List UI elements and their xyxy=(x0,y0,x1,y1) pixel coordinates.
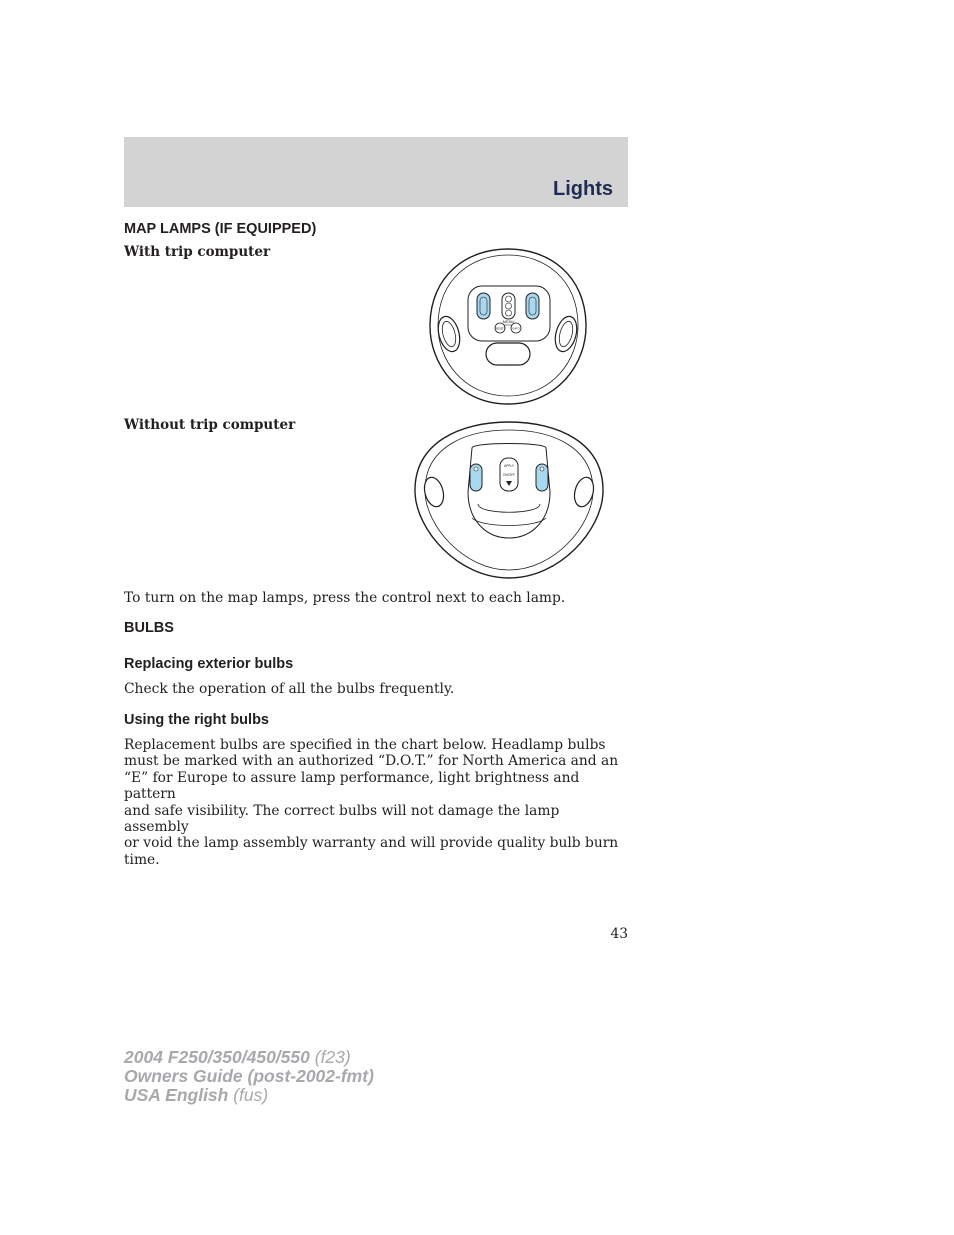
replacing-bulbs-text: Check the operation of all the bulbs frequently. xyxy=(124,681,455,697)
footer-model-code: (f23) xyxy=(309,1047,351,1067)
map-lamps-instruction: To turn on the map lamps, press the control next to each lamp. xyxy=(124,590,566,606)
footer-model: 2004 F250/350/450/550 xyxy=(124,1047,310,1067)
section-header-band xyxy=(124,137,628,207)
footer-language-code: (fus) xyxy=(228,1085,269,1105)
map-lamps-heading: MAP LAMPS (IF EQUIPPED) xyxy=(124,221,317,237)
reset-label: RESET xyxy=(494,326,506,331)
paragraph-line: Replacement bulbs are specified in the chart below. Headlamp bulbs xyxy=(124,737,606,753)
replacing-exterior-bulbs-heading: Replacing exterior bulbs xyxy=(124,656,294,672)
paragraph-line: and safe visibility. The correct bulbs will not damage the lamp assembly xyxy=(124,802,560,836)
paragraph-line: or void the lamp assembly warranty and will provide quality bulb burn xyxy=(124,835,619,852)
menu-label: MENU xyxy=(502,319,515,324)
paragraph-line: time. xyxy=(124,851,160,868)
page-number: 43 xyxy=(610,926,628,942)
section-title: Lights xyxy=(553,178,613,200)
paragraph-line: must be marked with an authorized “D.O.T.” for North America and an xyxy=(124,753,619,770)
without-trip-computer-label: Without trip computer xyxy=(124,417,296,433)
console-with-trip-computer-illustration xyxy=(425,246,591,408)
footer-language: USA English xyxy=(124,1085,229,1105)
info-label: INFO xyxy=(512,326,520,331)
apply-label: APPLY xyxy=(503,464,515,468)
using-right-bulbs-heading: Using the right bulbs xyxy=(124,712,269,728)
using-right-bulbs-paragraph xyxy=(124,737,628,868)
paragraph-line: “E” for Europe to assure lamp performance, light brightness and pattern xyxy=(124,769,580,803)
on-off-label: ON/OFF xyxy=(502,473,516,477)
with-trip-computer-label: With trip computer xyxy=(124,244,271,260)
document-footer xyxy=(124,1048,374,1105)
console-without-trip-computer-illustration xyxy=(412,420,606,582)
bulbs-heading: BULBS xyxy=(124,620,174,636)
footer-guide: Owners Guide (post-2002-fmt) xyxy=(124,1066,374,1086)
